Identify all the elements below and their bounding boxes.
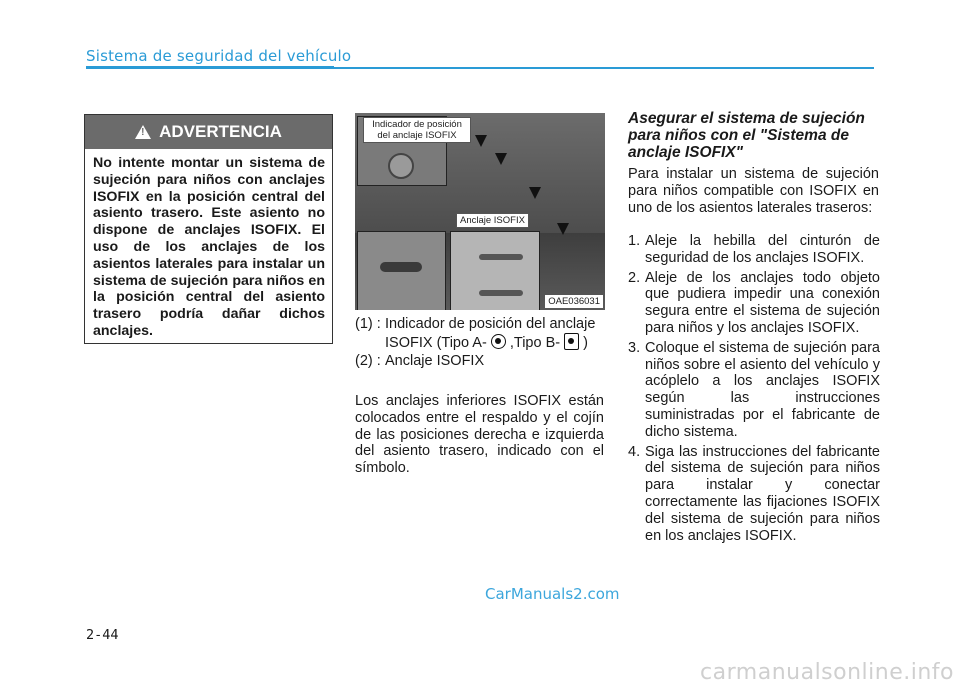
right-section-title: Asegurar el sistema de sujeción para niños con el "Sistema de anclaje ISOFIX" xyxy=(628,110,865,161)
caption-text: Indicador de posición del anclaje ISOFIX (Tipo A- xyxy=(385,316,596,351)
section-title: Sistema de seguridad del vehículo xyxy=(86,47,352,65)
anchor-inset-right xyxy=(450,231,540,310)
caption-text: Anclaje ISOFIX xyxy=(385,353,485,369)
anchor-bar-lower xyxy=(479,290,523,296)
header-rule-accent xyxy=(86,66,334,69)
arrow-icon-2 xyxy=(495,153,507,165)
caption-item-2 xyxy=(355,353,607,370)
caption-text: ) xyxy=(583,334,588,351)
isofix-figure xyxy=(355,113,605,310)
warning-box xyxy=(84,114,333,344)
list-item: 1. Aleje la hebilla del cinturón de seguridad de los anclajes ISOFIX. xyxy=(628,233,880,266)
arrow-icon-1 xyxy=(475,135,487,147)
caption-number: (2) : xyxy=(355,353,381,369)
list-item: 2. Aleje de los anclajes todo objeto que pudiera impedir una conexión segura entre el sistema de sujeción para niños y los anclajes ISOFIX. xyxy=(628,269,880,336)
warning-triangle-icon: ! xyxy=(135,125,151,139)
arrow-icon-3 xyxy=(529,187,541,199)
watermark-link[interactable]: CarManuals2.com xyxy=(485,585,620,603)
label-indicator: Indicador de posición del anclaje ISOFIX xyxy=(363,117,471,143)
list-item: 3. Coloque el sistema de sujeción para niños sobre el asiento del vehículo y acóplelo a los anclajes ISOFIX según las instrucciones suministradas por el fabricante de dicho sistema. xyxy=(628,339,880,440)
indicator-knob-icon xyxy=(388,153,414,179)
page-number: 2-44 xyxy=(86,627,119,643)
warning-title: ADVERTENCIA xyxy=(159,122,282,141)
arrow-icon-4 xyxy=(557,223,569,235)
anchor-inset-left xyxy=(357,231,446,310)
label-anchor: Anclaje ISOFIX xyxy=(456,213,529,228)
warning-header xyxy=(85,115,332,149)
caption-item-1 xyxy=(355,316,607,352)
steps-list xyxy=(628,233,880,547)
isofix-type-a-icon xyxy=(491,334,506,349)
caption-text: ,Tipo B- xyxy=(509,334,561,351)
isofix-type-b-icon xyxy=(564,333,579,350)
right-intro: Para instalar un sistema de sujeción para niños compatible con ISOFIX en uno de los asientos laterales traseros: xyxy=(628,166,879,216)
list-item: 4. Siga las instrucciones del fabricante del sistema de sujeción para niños para instalar y conectar correctamente las fijaciones ISOFIX del sistema de sujeción para niños en los anclajes ISOFIX. xyxy=(628,443,880,544)
warning-text: No intente montar un sistema de sujeción para niños con anclajes ISOFIX en la posición central del asiento trasero. Este asiento no dispone de anclajes ISOFIX. El uso de los anclajes de los asientos laterales para instalar un sistema de sujeción para niños en la posición central del asiento trasero podría dañar dichos anclajes. xyxy=(93,155,325,339)
caption-number: (1) : xyxy=(355,316,381,332)
anchor-slot-icon xyxy=(380,262,422,272)
site-watermark: carmanualsonline.info xyxy=(700,660,954,685)
anchor-bar-upper xyxy=(479,254,523,260)
figure-code: OAE036031 xyxy=(545,295,603,308)
body-paragraph: Los anclajes inferiores ISOFIX están colocados entre el respaldo y el cojín de las posiciones derecha e izquierda del asiento trasero, indicado con el símbolo. xyxy=(355,393,604,477)
